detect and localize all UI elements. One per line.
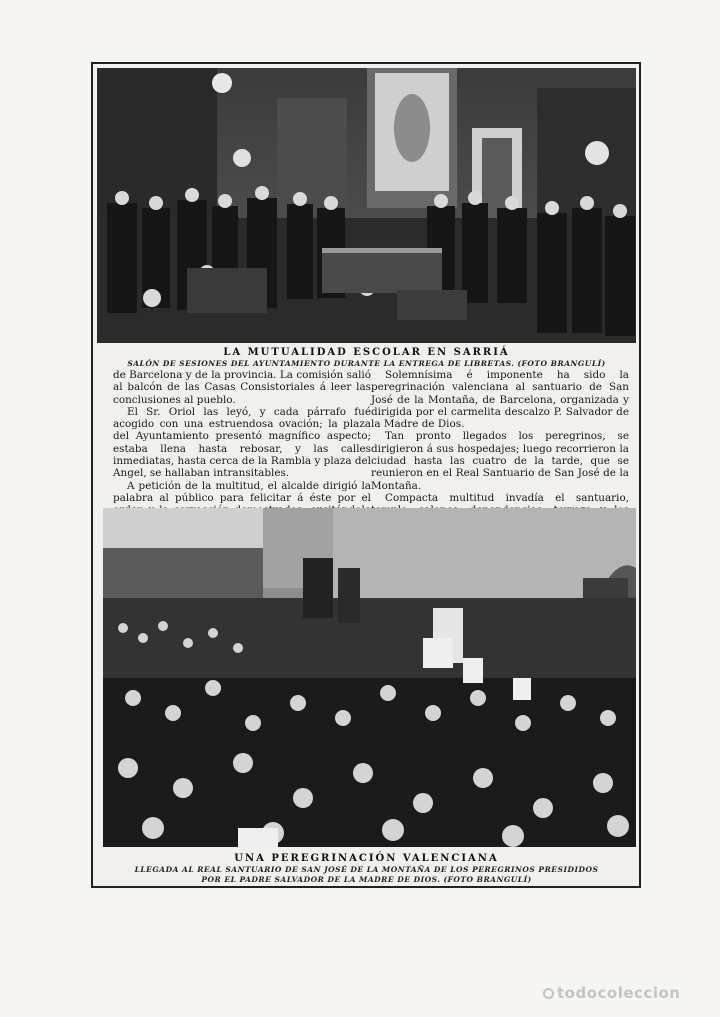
paragraph: de Barcelona y de la provincia. La comisión salió al balcón de las Casas Consistoriales á leer las conclusiones al pueblo. (113, 369, 371, 406)
photo2-caption: LLEGADA AL REAL SANTUARIO DE SAN JOSÉ DE LA MONTAÑA DE LOS PEREGRINOS PRESIDIDOS POR EL PADRE SALVADOR DE LA MADRE DE DIOS. (FOTO BRANGULÍ) (134, 865, 599, 884)
council-chamber-photo (97, 68, 636, 343)
pilgrimage-crowd-photo (103, 508, 636, 847)
watermark (543, 984, 680, 1002)
text-column-right (371, 369, 629, 504)
photo2-title: UNA PEREGRINACIÓN VALENCIANA (234, 853, 499, 864)
paragraph: Tan pronto llegados los peregrinos, se dirigieron á sus hospedajes; luego recorrieron la ciudad hasta las cuatro de la tarde, que se reunieron en el Real Santuario de San José de la Montaña. (371, 430, 629, 492)
paragraph: Solemnísima é imponente ha sido la peregrinación valenciana al santuario de San José de la Montaña, de Barcelona, organizada y dirigida por el carmelita descalzo P. Salvador de la Madre de Dios. (371, 369, 629, 431)
photo1-title: LA MUTUALIDAD ESCOLAR EN SARRIÁ (223, 347, 510, 358)
paragraph: Compacta multitud invadía el santuario, (385, 491, 629, 504)
text-column-left (113, 369, 371, 504)
watermark-text: todocoleccion (557, 984, 681, 1002)
photo1-caption: SALÓN DE SESIONES DEL AYUNTAMIENTO DURANTE LA ENTREGA DE LIBRETAS. (FOTO BRANGULÍ) (127, 359, 606, 368)
paragraph: A petición de la multitud, el alcalde dirigió la palabra al público para felicitar á éste por el (113, 479, 371, 504)
paragraph: El Sr. Oriol las leyó, y cada párrafo fué acogido con una estruendosa ovación; la plaza del Ayuntamiento presentó magnífico aspecto; estaba llena hasta rebosar, y las calles inmediatas, hasta cerca de la Rambla y plaza del Angel, se hallaban intransitables. (113, 405, 371, 480)
watermark-logo-icon (543, 988, 554, 999)
